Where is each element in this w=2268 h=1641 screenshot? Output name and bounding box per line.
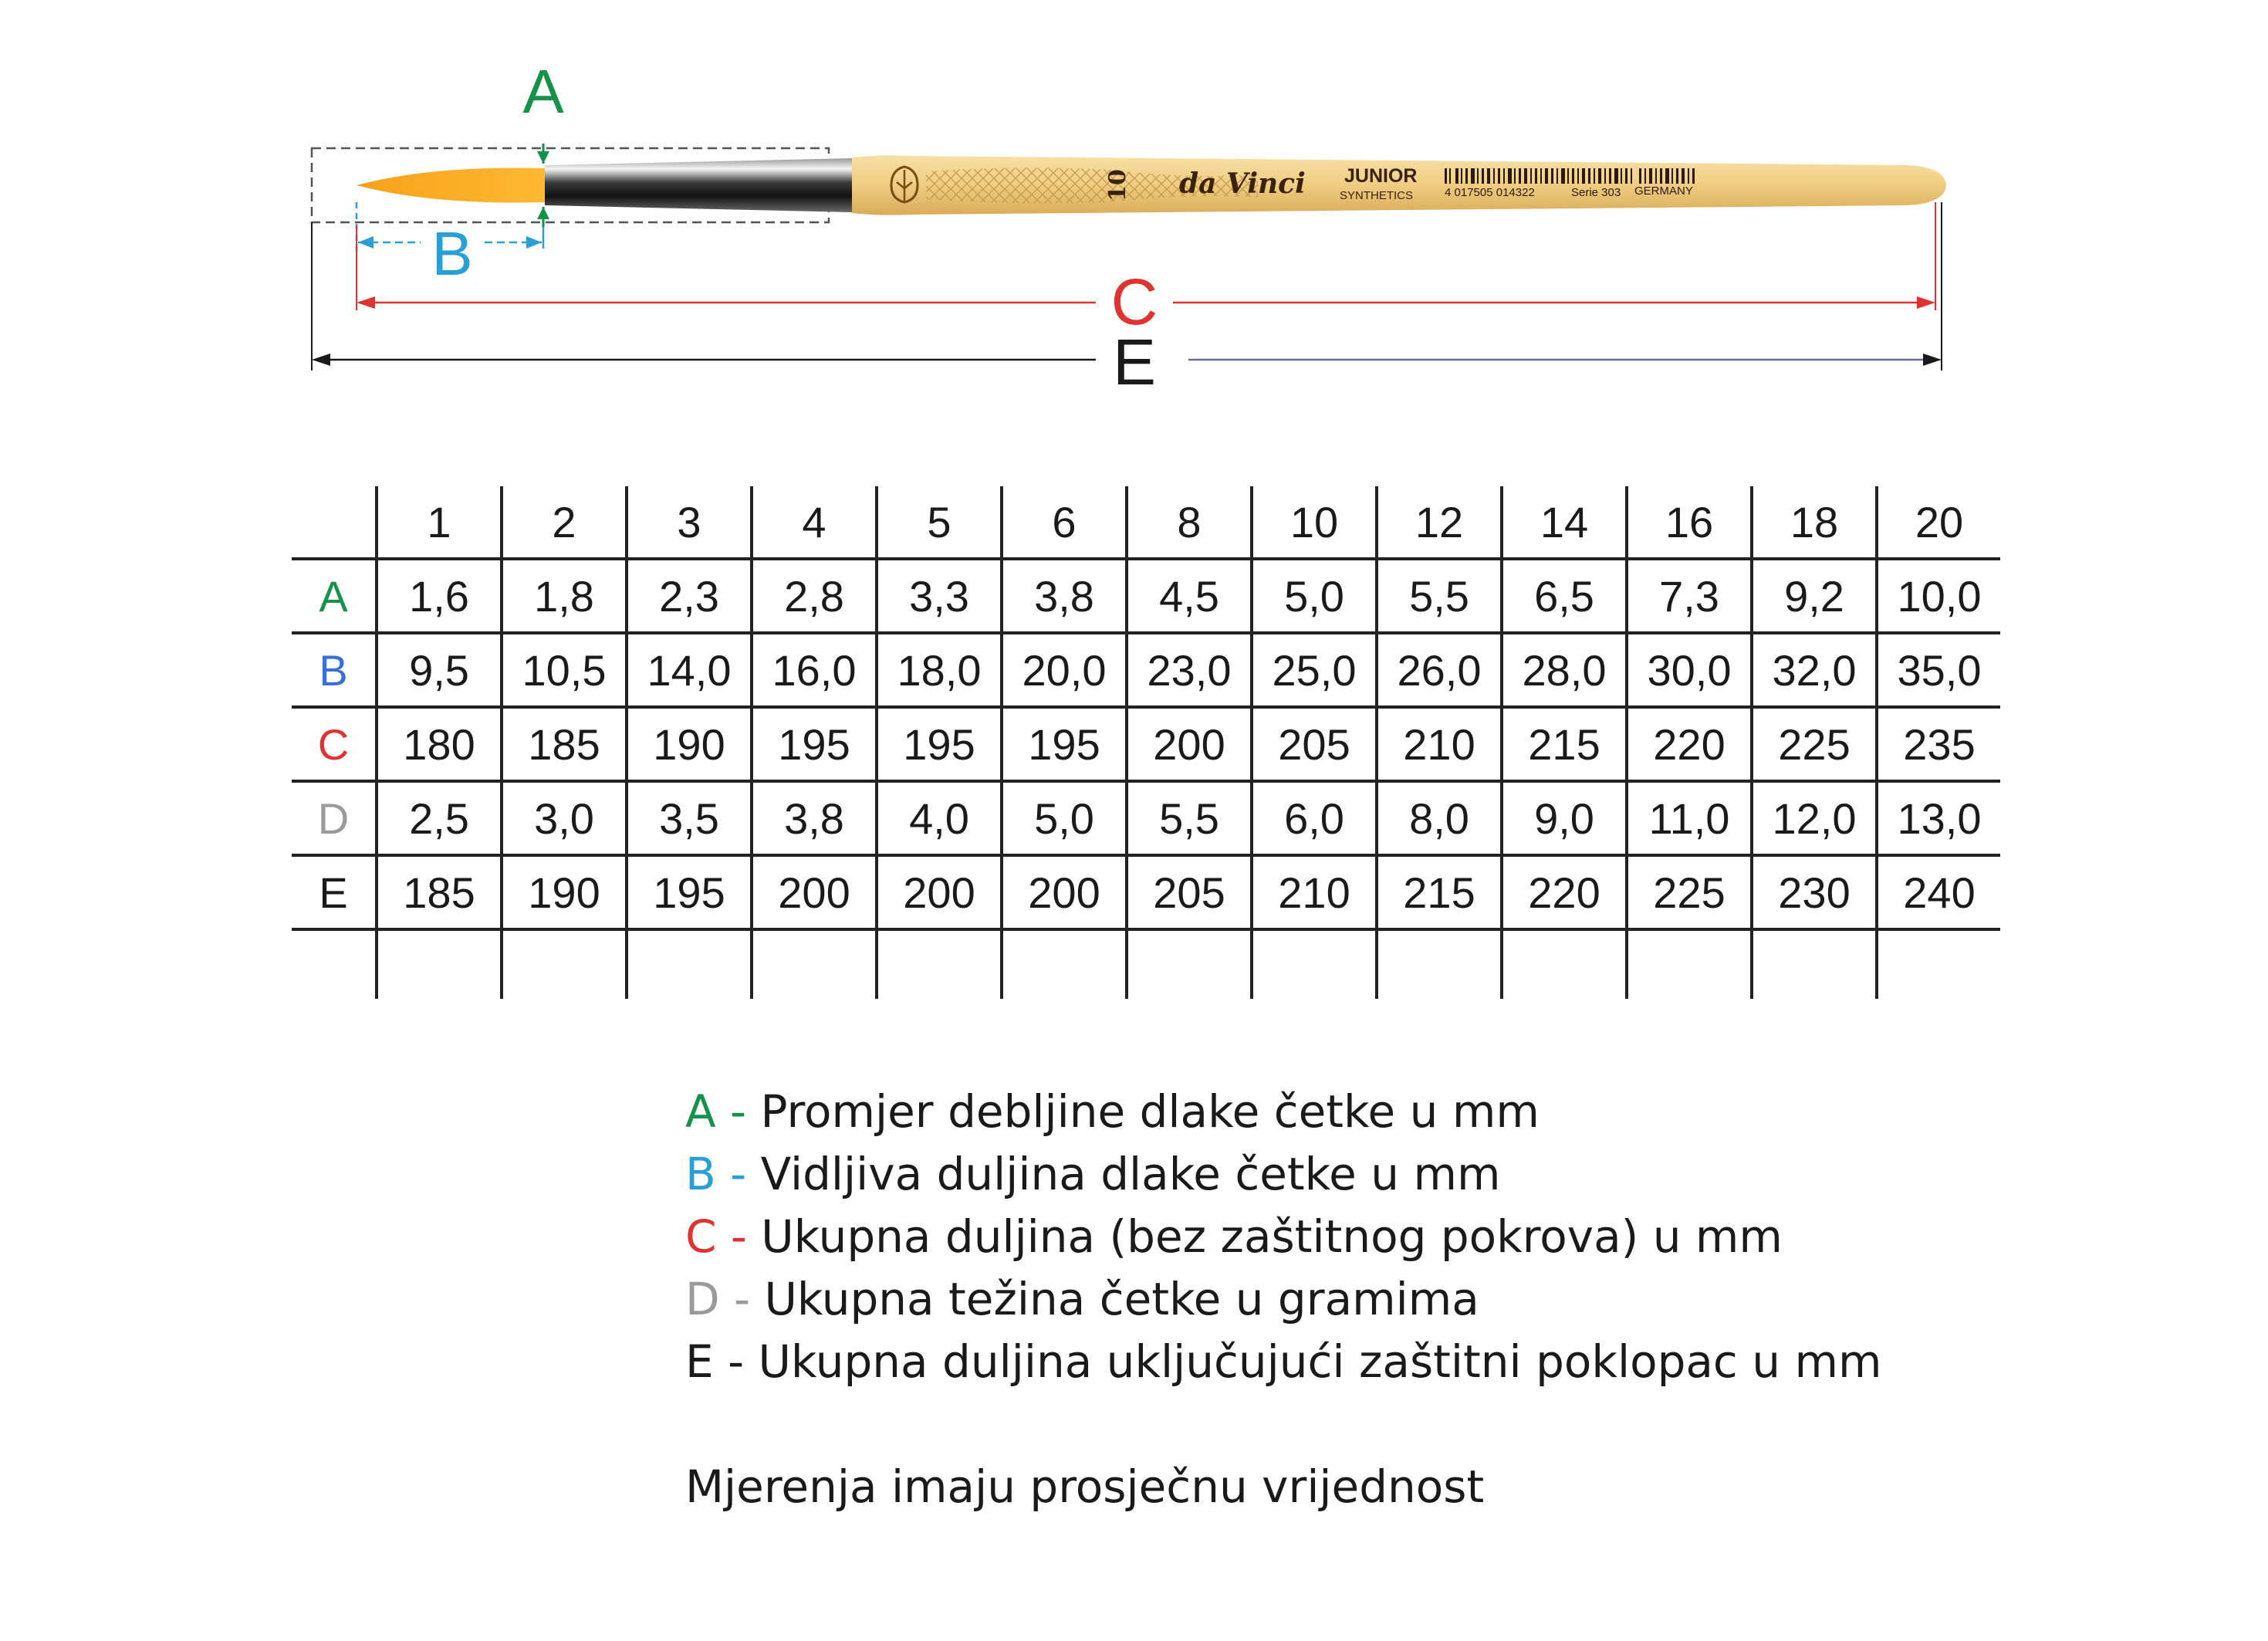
table-cell: 225 [1627,855,1752,929]
empty-cell [627,929,752,999]
size-header-cell: 3 [627,486,752,559]
label-a: A [522,57,564,126]
table-cell: 7,3 [1627,559,1752,633]
legend-item [685,1331,1881,1393]
row-label: D [292,781,377,855]
table-cell: 2,8 [752,559,877,633]
legend-key: C - [685,1210,747,1263]
legend [685,1081,1881,1518]
table-cell: 25,0 [1252,633,1377,707]
table-cell: 1,6 [377,559,502,633]
table-cell: 210 [1252,855,1377,929]
label-c: C [1110,266,1158,338]
table-cell: 5,5 [1127,781,1252,855]
table-cell: 20,0 [1002,633,1127,707]
table-cell: 3,8 [752,781,877,855]
brush-hair [357,167,546,202]
table-cell: 220 [1502,855,1627,929]
brush-diagram [0,0,2268,463]
table-cell: 3,5 [627,781,752,855]
table-cell: 205 [1252,707,1377,781]
size-header-cell: 16 [1627,486,1752,559]
corner-cell [292,486,377,559]
table-empty-row [292,929,2000,999]
brush-size-mark: 10 [1104,169,1131,201]
table-row [292,707,2000,781]
legend-text: Ukupna duljina uključujući zaštitni poklopac u mm [744,1335,1882,1388]
label-e: E [1112,326,1157,398]
table-cell: 9,0 [1502,781,1627,855]
brush-origin: GERMANY [1634,184,1693,198]
table-cell: 14,0 [627,633,752,707]
size-header-cell: 18 [1752,486,1877,559]
table-cell: 195 [1002,707,1127,781]
row-label: C [292,707,377,781]
row-label: A [292,559,377,633]
table-cell: 3,0 [502,781,627,855]
table-cell: 3,8 [1002,559,1127,633]
size-spec-table [292,486,2000,999]
table-cell: 4,5 [1127,559,1252,633]
table-cell: 215 [1377,855,1502,929]
empty-cell [1752,929,1877,999]
table-cell: 10,0 [1877,559,2000,633]
size-header-cell: 2 [502,486,627,559]
table-cell: 215 [1502,707,1627,781]
brush-subline: SYNTHETICS [1340,189,1414,202]
empty-cell [1502,929,1627,999]
legend-key: B - [685,1148,747,1200]
empty-cell [877,929,1002,999]
empty-cell [502,929,627,999]
table-cell: 200 [1002,855,1127,929]
table-cell: 9,2 [1752,559,1877,633]
table-cell: 8,0 [1377,781,1502,855]
table-cell: 200 [1127,707,1252,781]
size-header-cell: 8 [1127,486,1252,559]
barcode-number: 4 017505 014322 [1445,186,1535,199]
size-header-cell: 4 [752,486,877,559]
measurement-note: Mjerenja imaju prosječnu vrijednost [685,1460,1485,1513]
table-cell: 5,0 [1002,781,1127,855]
table-cell: 11,0 [1627,781,1752,855]
table-cell: 16,0 [752,633,877,707]
table-cell: 210 [1377,707,1502,781]
legend-key: E - [685,1335,745,1388]
table-cell: 235 [1877,707,2000,781]
table-cell: 185 [377,855,502,929]
empty-cell [1252,929,1377,999]
table-cell: 220 [1627,707,1752,781]
row-label: E [292,855,377,929]
legend-item [685,1081,1881,1143]
table-cell: 240 [1877,855,2000,929]
table-cell: 185 [502,707,627,781]
table-cell: 230 [1752,855,1877,929]
table-cell: 6,5 [1502,559,1627,633]
size-header-cell: 14 [1502,486,1627,559]
table-cell: 4,0 [877,781,1002,855]
empty-cell [1002,929,1127,999]
table-cell: 225 [1752,707,1877,781]
size-header-cell: 1 [377,486,502,559]
table-cell: 200 [877,855,1002,929]
table-cell: 1,8 [502,559,627,633]
empty-cell [752,929,877,999]
row-label: B [292,633,377,707]
table-cell: 26,0 [1377,633,1502,707]
size-header-cell: 6 [1002,486,1127,559]
legend-key: D - [685,1273,751,1325]
legend-key: A - [685,1085,747,1138]
table-cell: 2,5 [377,781,502,855]
legend-item [685,1268,1881,1331]
legend-text: Ukupna težina četke u gramima [750,1273,1479,1325]
table-row [292,855,2000,929]
empty-cell [1377,929,1502,999]
empty-cell [377,929,502,999]
table-cell: 5,0 [1252,559,1377,633]
table-cell: 5,5 [1377,559,1502,633]
empty-cell [1877,929,2000,999]
size-header-cell: 12 [1377,486,1502,559]
legend-text: Ukupna duljina (bez zaštitnog pokrova) u mm [746,1210,1783,1263]
empty-cell [1127,929,1252,999]
table-cell: 10,5 [502,633,627,707]
table-cell: 3,3 [877,559,1002,633]
table-cell: 190 [502,855,627,929]
brush-ferrule [545,158,852,212]
table-cell: 12,0 [1752,781,1877,855]
table-cell: 18,0 [877,633,1002,707]
brush-line: JUNIOR [1344,165,1418,187]
table-cell: 35,0 [1877,633,2000,707]
table-cell: 195 [627,855,752,929]
table-cell: 190 [627,707,752,781]
size-header-cell: 20 [1877,486,2000,559]
table-row [292,633,2000,707]
table-cell: 23,0 [1127,633,1252,707]
table-cell: 2,3 [627,559,752,633]
legend-text: Vidljiva duljina dlake četke u mm [746,1148,1501,1200]
table-cell: 9,5 [377,633,502,707]
legend-item [685,1206,1881,1268]
table-cell: 195 [752,707,877,781]
table-cell: 205 [1127,855,1252,929]
table-cell: 30,0 [1627,633,1752,707]
size-header-cell: 5 [877,486,1002,559]
table-row [292,559,2000,633]
table-cell: 200 [752,855,877,929]
table-cell: 28,0 [1502,633,1627,707]
table-cell: 13,0 [1877,781,2000,855]
table-cell: 195 [877,707,1002,781]
table-cell: 6,0 [1252,781,1377,855]
label-b: B [431,219,473,288]
table-cell: 180 [377,707,502,781]
size-header-cell: 10 [1252,486,1377,559]
table-cell: 32,0 [1752,633,1877,707]
legend-item [685,1143,1881,1206]
brush-series: Serie 303 [1571,186,1621,199]
empty-cell [1627,929,1752,999]
legend-text: Promjer debljine dlake četke u mm [746,1085,1540,1138]
brush-brand: da Vinci [1179,167,1306,200]
size-header-row [292,486,2000,559]
empty-cell [292,929,377,999]
table-row [292,781,2000,855]
